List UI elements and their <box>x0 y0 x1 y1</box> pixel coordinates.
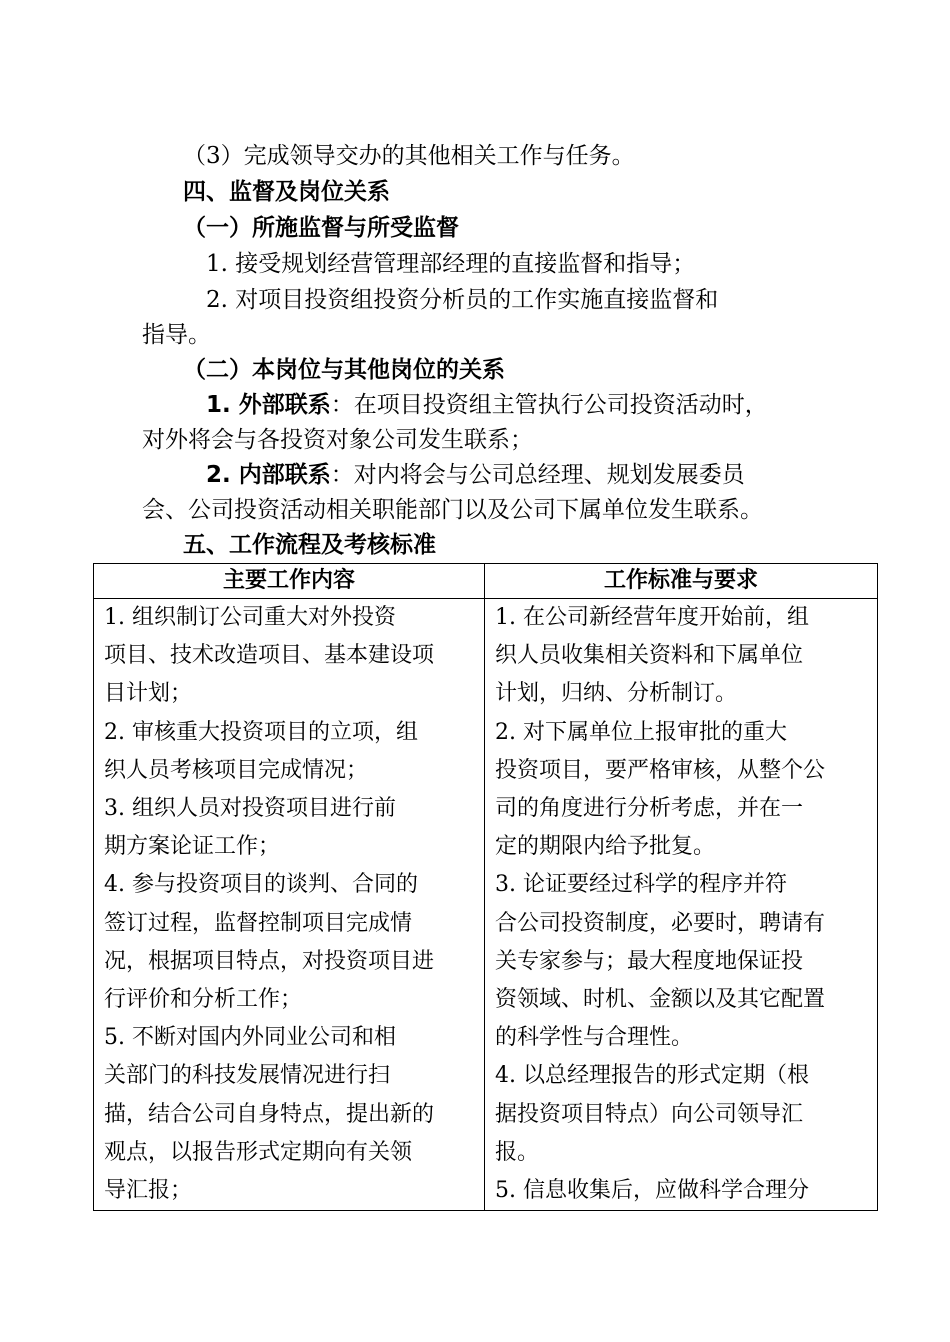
cell-line: 司的角度进行分析考虑，并在一 <box>495 796 804 822</box>
supervision-item-2-line-2: 指导。 <box>142 322 211 348</box>
cell-line: 关部门的科技发展情况进行扫 <box>104 1063 391 1089</box>
table-header-row <box>94 564 878 599</box>
cell-line: 3. 组织人员对投资项目进行前 <box>104 796 396 822</box>
external-relation-label: 1. 外部联系 <box>206 392 331 418</box>
cell-line: 计划，归纳、分析制订。 <box>495 681 738 707</box>
cell-line: 织人员考核项目完成情况； <box>104 757 369 783</box>
external-relation-text: ：在项目投资组主管执行公司投资活动时， <box>330 392 768 418</box>
main-work-cell <box>94 599 485 1211</box>
cell-line: 观点，以报告形式定期向有关领 <box>104 1139 413 1165</box>
cell-line: 1. 组织制订公司重大对外投资 <box>104 605 396 630</box>
internal-relation-label: 2. 内部联系 <box>206 462 331 488</box>
internal-relation-line-1 <box>206 460 745 490</box>
cell-line: 报。 <box>495 1139 540 1165</box>
internal-relation-text: ：对内将会与公司总经理、规划发展委员 <box>330 462 745 488</box>
external-relation-line-2: 对外将会与各投资对象公司发生联系； <box>142 427 533 453</box>
cell-line: 2. 对下属单位上报审批的重大 <box>495 719 787 745</box>
cell-line: 2. 审核重大投资项目的立项，组 <box>104 719 418 745</box>
supervision-item-1: 1. 接受规划经营管理部经理的直接监督和指导； <box>206 251 696 277</box>
header-main-work: 主要工作内容 <box>94 564 485 599</box>
cell-line: 资领域、时机、金额以及其它配置 <box>495 987 826 1013</box>
cell-line: 5. 信息收集后，应做科学合理分 <box>495 1178 809 1204</box>
internal-relation-line-2: 会、公司投资活动相关职能部门以及公司下属单位发生联系。 <box>142 497 763 523</box>
cell-line: 5. 不断对国内外同业公司和相 <box>104 1025 396 1051</box>
table-row <box>94 599 878 1211</box>
cell-line: 据投资项目特点）向公司领导汇 <box>495 1101 804 1127</box>
cell-line: 1. 在公司新经营年度开始前，组 <box>495 605 809 630</box>
standards-cell <box>485 599 878 1211</box>
cell-line: 4. 参与投资项目的谈判、合同的 <box>104 872 418 898</box>
cell-line: 目计划； <box>104 681 193 707</box>
header-standards: 工作标准与要求 <box>485 564 878 599</box>
cell-line: 3. 论证要经过科学的程序并符 <box>495 872 787 898</box>
section-heading-5: 五、工作流程及考核标准 <box>183 532 436 558</box>
cell-line: 行评价和分析工作； <box>104 987 303 1013</box>
subsection-heading-4-1: （一）所施监督与所受监督 <box>183 215 459 241</box>
section-heading-4: 四、监督及岗位关系 <box>183 179 390 205</box>
cell-line: 的科学性与合理性。 <box>495 1025 694 1051</box>
cell-line: 定的期限内给予批复。 <box>495 834 716 860</box>
cell-line: 投资项目，要严格审核，从整个公 <box>495 757 826 783</box>
supervision-item-2-line-1: 2. 对项目投资组投资分析员的工作实施直接监督和 <box>206 287 719 313</box>
external-relation-line-1 <box>206 390 768 420</box>
cell-line: 况，根据项目特点，对投资项目进 <box>104 948 435 974</box>
cell-line: 描，结合公司自身特点，提出新的 <box>104 1101 435 1127</box>
subsection-heading-4-2: （二）本岗位与其他岗位的关系 <box>183 357 505 383</box>
cell-line: 期方案论证工作； <box>104 834 281 860</box>
cell-line: 关专家参与；最大程度地保证投 <box>495 948 804 974</box>
cell-line: 织人员收集相关资料和下属单位 <box>495 643 804 669</box>
cell-line: 签订过程，监督控制项目完成情 <box>104 910 413 936</box>
cell-line: 合公司投资制度，必要时，聘请有 <box>495 910 826 936</box>
cell-line: 导汇报； <box>104 1178 193 1204</box>
cell-line: 项目、技术改造项目、基本建设项 <box>104 643 435 669</box>
cell-line: 4. 以总经理报告的形式定期（根 <box>495 1063 809 1089</box>
work-process-table <box>93 563 878 1211</box>
paragraph-task-3: （3）完成领导交办的其他相关工作与任务。 <box>183 143 635 169</box>
